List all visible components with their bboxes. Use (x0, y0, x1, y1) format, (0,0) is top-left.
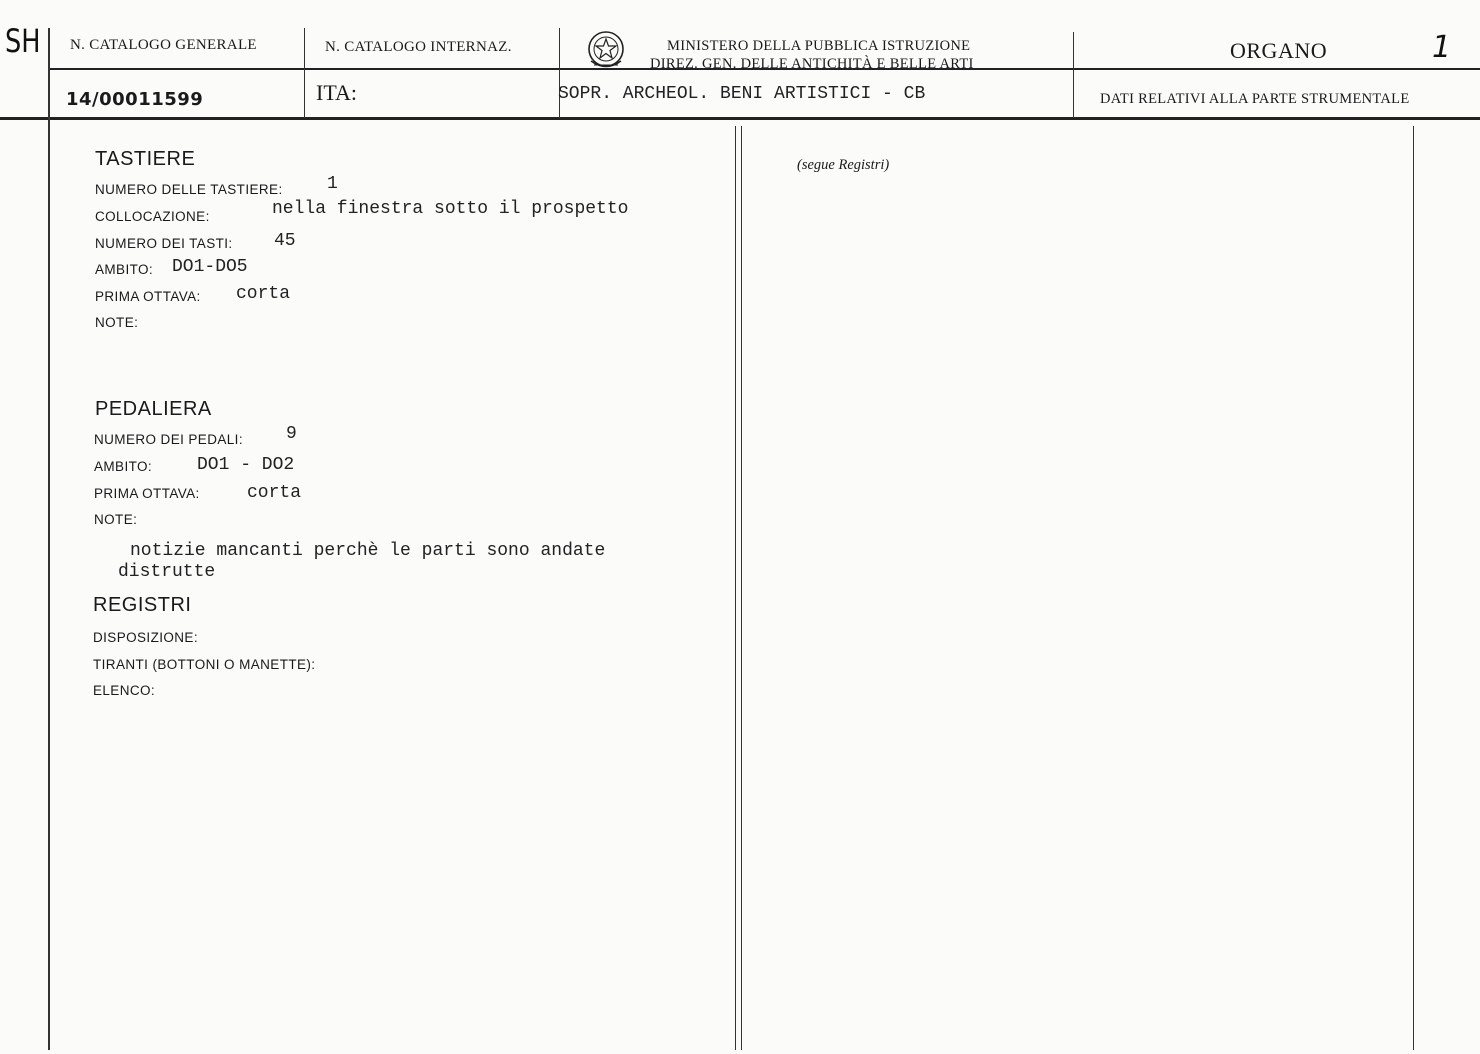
handwritten-sheet-number: 1 (1432, 30, 1452, 65)
catalog-intl-prefix: ITA: (316, 80, 358, 105)
pedaliera-ambito-value: DO1 - DO2 (197, 455, 295, 475)
right-margin-line (1413, 126, 1414, 1050)
header-divider-2 (304, 28, 305, 118)
pedaliera-ambito-label: AMBITO: (94, 459, 153, 474)
continuation-note: (segue Registri) (797, 157, 890, 173)
collocazione-label: COLLOCAZIONE: (95, 209, 210, 224)
pedaliera-ottava-value: corta (247, 483, 302, 503)
tasti-label: NUMERO DEI TASTI: (95, 236, 233, 251)
catalog-general-value: 14/00011599 (66, 89, 204, 110)
tastiere-ottava-value: corta (236, 284, 291, 304)
ministry-line-1: MINISTERO DELLA PUBBLICA ISTRUZIONE (667, 38, 971, 54)
tastiere-note-label: NOTE: (95, 315, 139, 330)
tastiere-ambito-value: DO1-DO5 (172, 257, 248, 277)
ministry-line-2: DIREZ. GEN. DELLE ANTICHITÀ E BELLE ARTI (650, 56, 974, 72)
pedaliera-heading: PEDALIERA (95, 398, 212, 420)
header-bottom-rule (0, 117, 1480, 120)
disposizione-label: DISPOSIZIONE: (93, 630, 198, 645)
object-type-title: ORGANO (1230, 38, 1328, 63)
header-divider-4 (1073, 32, 1074, 118)
column-divider-right (741, 126, 742, 1050)
pedaliera-note-line-1: notizie mancanti perchè le parti sono andate (130, 541, 606, 561)
tastiere-numero-label: NUMERO DELLE TASTIERE: (95, 182, 283, 197)
pedaliera-note-label: NOTE: (94, 512, 138, 527)
registri-heading: REGISTRI (93, 594, 192, 616)
catalog-intl-header: N. CATALOGO INTERNAZ. (325, 39, 512, 55)
tastiere-numero-value: 1 (327, 174, 338, 194)
office-value: SOPR. ARCHEOL. BENI ARTISTICI - CB (558, 84, 926, 104)
tastiere-ambito-label: AMBITO: (95, 262, 154, 277)
handwritten-code: SH (5, 22, 41, 60)
header-divider-3 (559, 28, 560, 118)
column-divider-left (735, 126, 736, 1050)
pedali-label: NUMERO DEI PEDALI: (94, 432, 243, 447)
tasti-value: 45 (274, 231, 296, 251)
tiranti-label: TIRANTI (BOTTONI O MANETTE): (93, 657, 316, 672)
pedaliera-note-line-2: distrutte (118, 562, 216, 582)
section-subtitle: DATI RELATIVI ALLA PARTE STRUMENTALE (1100, 91, 1410, 107)
header-divider-1 (48, 28, 50, 1050)
elenco-label: ELENCO: (93, 683, 156, 698)
tastiere-heading: TASTIERE (95, 148, 196, 170)
collocazione-value: nella finestra sotto il prospetto (272, 199, 629, 219)
tastiere-ottava-label: PRIMA OTTAVA: (95, 289, 201, 304)
pedaliera-ottava-label: PRIMA OTTAVA: (94, 486, 200, 501)
state-emblem-icon (585, 28, 627, 72)
pedali-value: 9 (286, 424, 297, 444)
catalog-general-header: N. CATALOGO GENERALE (70, 37, 257, 53)
